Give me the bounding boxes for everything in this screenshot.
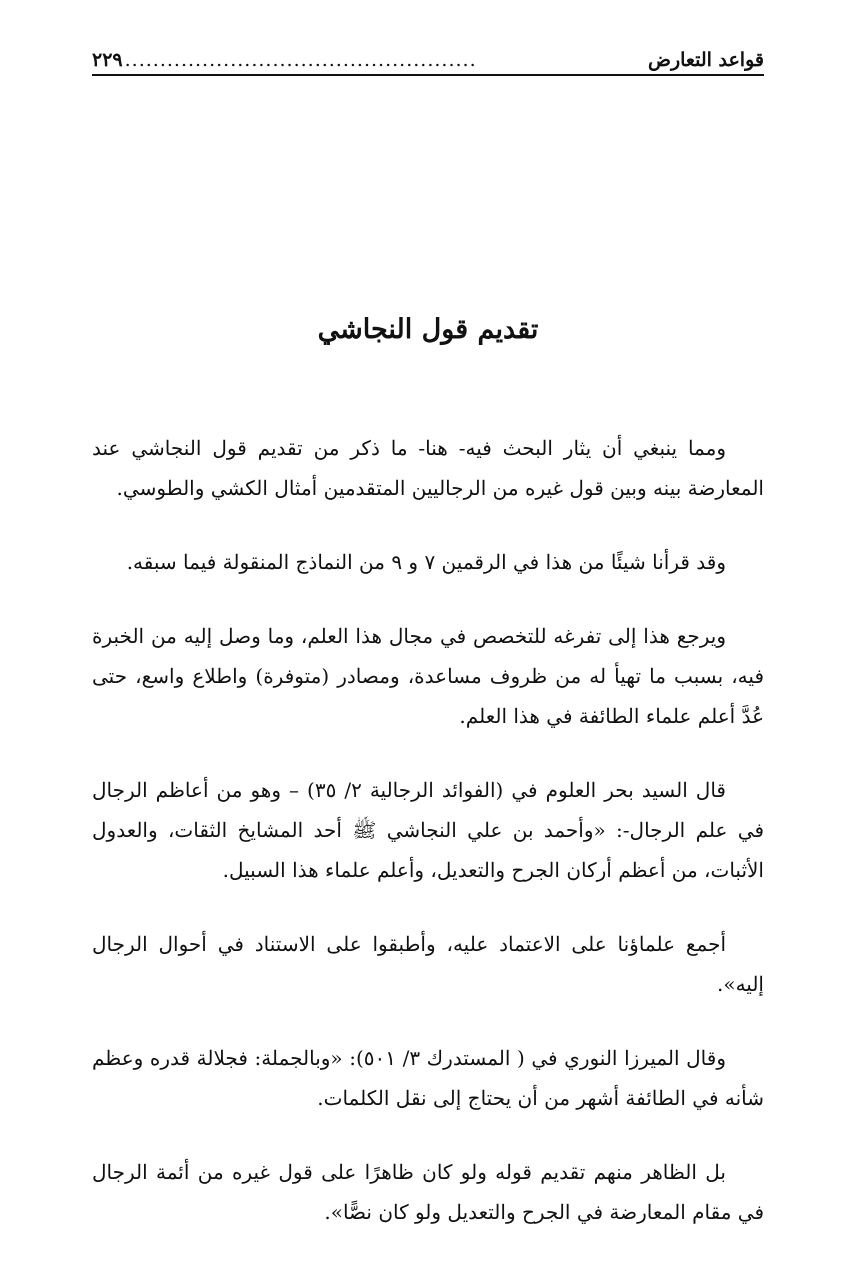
paragraph: بل الظاهر منهم تقديم قوله ولو كان ظاهرًا على قول غيره من أئمة الرجال في مقام المعارضة في الجرح والتعديل ولو كان نصًّا».: [92, 1160, 764, 1224]
section-title: تقديم قول النجاشي: [317, 314, 539, 345]
paragraph: ومما ينبغي أن يثار البحث فيه- هنا- ما ذكر من تقديم قول النجاشي عند المعارضة بينه وبين قول غيره من الرجاليين المتقدمين أمثال الكشي والطوسي.: [92, 436, 764, 500]
running-header: [92, 40, 764, 76]
page-number: ٢٢٩: [92, 49, 123, 71]
paragraph: قال السيد بحر العلوم في (الفوائد الرجالية ٢/ ٣٥) – وهو من أعاظم الرجال في علم الرجال-: «وأحمد بن علي النجاشي ﷺ أحد المشايخ الثقات، والعدول الأثبات، من أعظم أركان الجرح والتعديل، وأعلم علماء هذا السبيل.: [92, 778, 764, 882]
paragraph: وقال الميرزا النوري في ( المستدرك ٣/ ٥٠١): «وبالجملة: فجلالة قدره وعظم شأنه في الطائفة أشهر من أن يحتاج إلى نقل الكلمات.: [92, 1046, 764, 1110]
paragraph: وقد قرأنا شيئًا من هذا في الرقمين ٧ و ٩ من النماذج المنقولة فيما سبقه.: [126, 550, 726, 574]
paragraph: أجمع علماؤنا على الاعتماد عليه، وأطبقوا على الاستناد في أحوال الرجال إليه».: [92, 932, 764, 996]
running-title: قواعد التعارض: [647, 49, 764, 71]
body-text: [92, 428, 764, 1266]
dot-leader: ..................................................: [124, 49, 477, 71]
paragraph: ويرجع هذا إلى تفرغه للتخصص في مجال هذا العلم، وما وصل إليه من الخبرة فيه، بسبب ما تهيأ له من ظروف مساعدة، ومصادر (متوفرة) واطلاع واسع، حتى عُدَّ أعلم علماء الطائفة في هذا العلم.: [92, 624, 764, 728]
